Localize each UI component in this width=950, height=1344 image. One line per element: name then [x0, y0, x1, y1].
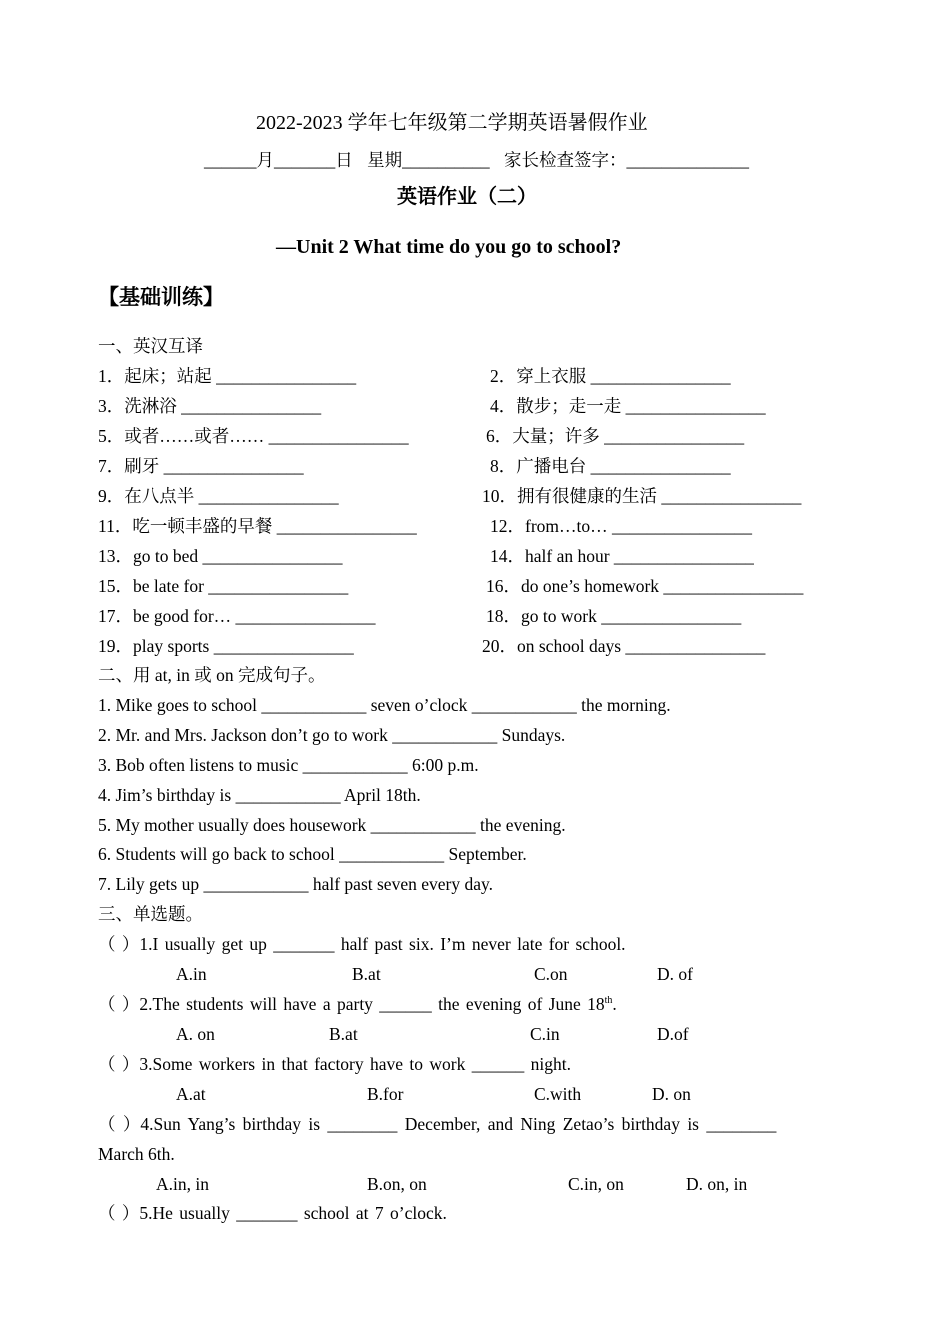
part1-item: 3．洗淋浴 ________________: [98, 396, 322, 416]
option-b: B.at: [352, 964, 381, 984]
question-4: （ ）4.Sun Yang’s birthday is ________ December, and Ning Zetao’s birthday is ________: [98, 1114, 777, 1134]
part1-item: 12．from…to… ________________: [490, 516, 753, 536]
unit-title: —Unit 2 What time do you go to school?: [276, 236, 622, 258]
part3-heading: 三、单选题。: [98, 904, 203, 924]
part1-item: 15．be late for ________________: [98, 576, 349, 596]
part1-item: 9．在八点半 ________________: [98, 486, 339, 506]
question-2-text: （ ）2.The students will have a party ______ the evening of June 18: [98, 994, 605, 1014]
part2-item: 3. Bob often listens to music ____________ 6:00 p.m.: [98, 755, 479, 775]
part2-item: 6. Students will go back to school ____________ September.: [98, 844, 527, 864]
part1-item: 7．刷牙 ________________: [98, 456, 304, 476]
part1-item: 18．go to work ________________: [486, 606, 742, 626]
part1-item: 1．起床；站起 ________________: [98, 366, 357, 386]
part1-item: 11．吃一顿丰盛的早餐 ________________: [98, 516, 417, 536]
homework-title: 英语作业（二）: [397, 186, 537, 208]
option-c: C.with: [534, 1084, 582, 1104]
option-b: B.for: [367, 1084, 404, 1104]
question-2: [98, 993, 617, 1015]
option-b: B.at: [329, 1024, 358, 1044]
part2-item: 7. Lily gets up ____________ half past seven every day.: [98, 874, 493, 894]
part1-item: 13．go to bed ________________: [98, 546, 343, 566]
part2-heading: 二、用 at, in 或 on 完成句子。: [98, 665, 326, 685]
question-2-end: .: [612, 994, 617, 1014]
option-a: A. on: [176, 1024, 215, 1044]
option-c: C.in, on: [568, 1174, 624, 1194]
option-c: C.in: [530, 1024, 560, 1044]
part1-item: 5．或者……或者…… ________________: [98, 426, 409, 446]
part1-item: 6．大量；许多 ________________: [486, 426, 745, 446]
part1-heading: 一、英汉互译: [98, 336, 203, 356]
option-d: D.of: [657, 1024, 689, 1044]
part2-item: 4. Jim’s birthday is ____________ April 18th.: [98, 785, 421, 805]
option-b: B.on, on: [367, 1174, 427, 1194]
part1-item: 10．拥有很健康的生活 ________________: [482, 486, 802, 506]
page-title: 2022-2023 学年七年级第二学期英语暑假作业: [256, 112, 648, 134]
question-3: （ ）3.Some workers in that factory have to work ______ night.: [98, 1054, 571, 1074]
option-c: C.on: [534, 964, 568, 984]
option-d: D. on: [652, 1084, 691, 1104]
part1-item: 20．on school days ________________: [482, 636, 766, 656]
part1-item: 2．穿上衣服 ________________: [490, 366, 731, 386]
option-d: D. on, in: [686, 1174, 748, 1194]
question-4-continued: March 6th.: [98, 1144, 175, 1164]
part1-item: 17．be good for… ________________: [98, 606, 376, 626]
part1-item: 16．do one’s homework ________________: [486, 576, 804, 596]
date-signature-line: ______月_______日 星期__________ 家长检查签字：______________: [204, 150, 749, 170]
question-1: （ ）1.I usually get up _______ half past six. I’m never late for school.: [98, 934, 626, 954]
option-d: D. of: [657, 964, 693, 984]
option-a: A.in, in: [156, 1174, 209, 1194]
part2-item: 2. Mr. and Mrs. Jackson don’t go to work ____________ Sundays.: [98, 725, 566, 745]
option-a: A.at: [176, 1084, 206, 1104]
part1-item: 8．广播电台 ________________: [490, 456, 731, 476]
option-a: A.in: [176, 964, 207, 984]
part2-item: 5. My mother usually does housework ____________ the evening.: [98, 815, 566, 835]
part2-item: 1. Mike goes to school ____________ seven o’clock ____________ the morning.: [98, 695, 671, 715]
part1-item: 14．half an hour ________________: [490, 546, 754, 566]
part1-item: 19．play sports ________________: [98, 636, 354, 656]
part1-item: 4．散步；走一走 ________________: [490, 396, 766, 416]
question-5: （ ）5.He usually _______ school at 7 o’clock.: [98, 1203, 447, 1223]
ordinal-suffix: th: [604, 995, 613, 1007]
section-basic-training: 【基础训练】: [98, 285, 224, 309]
